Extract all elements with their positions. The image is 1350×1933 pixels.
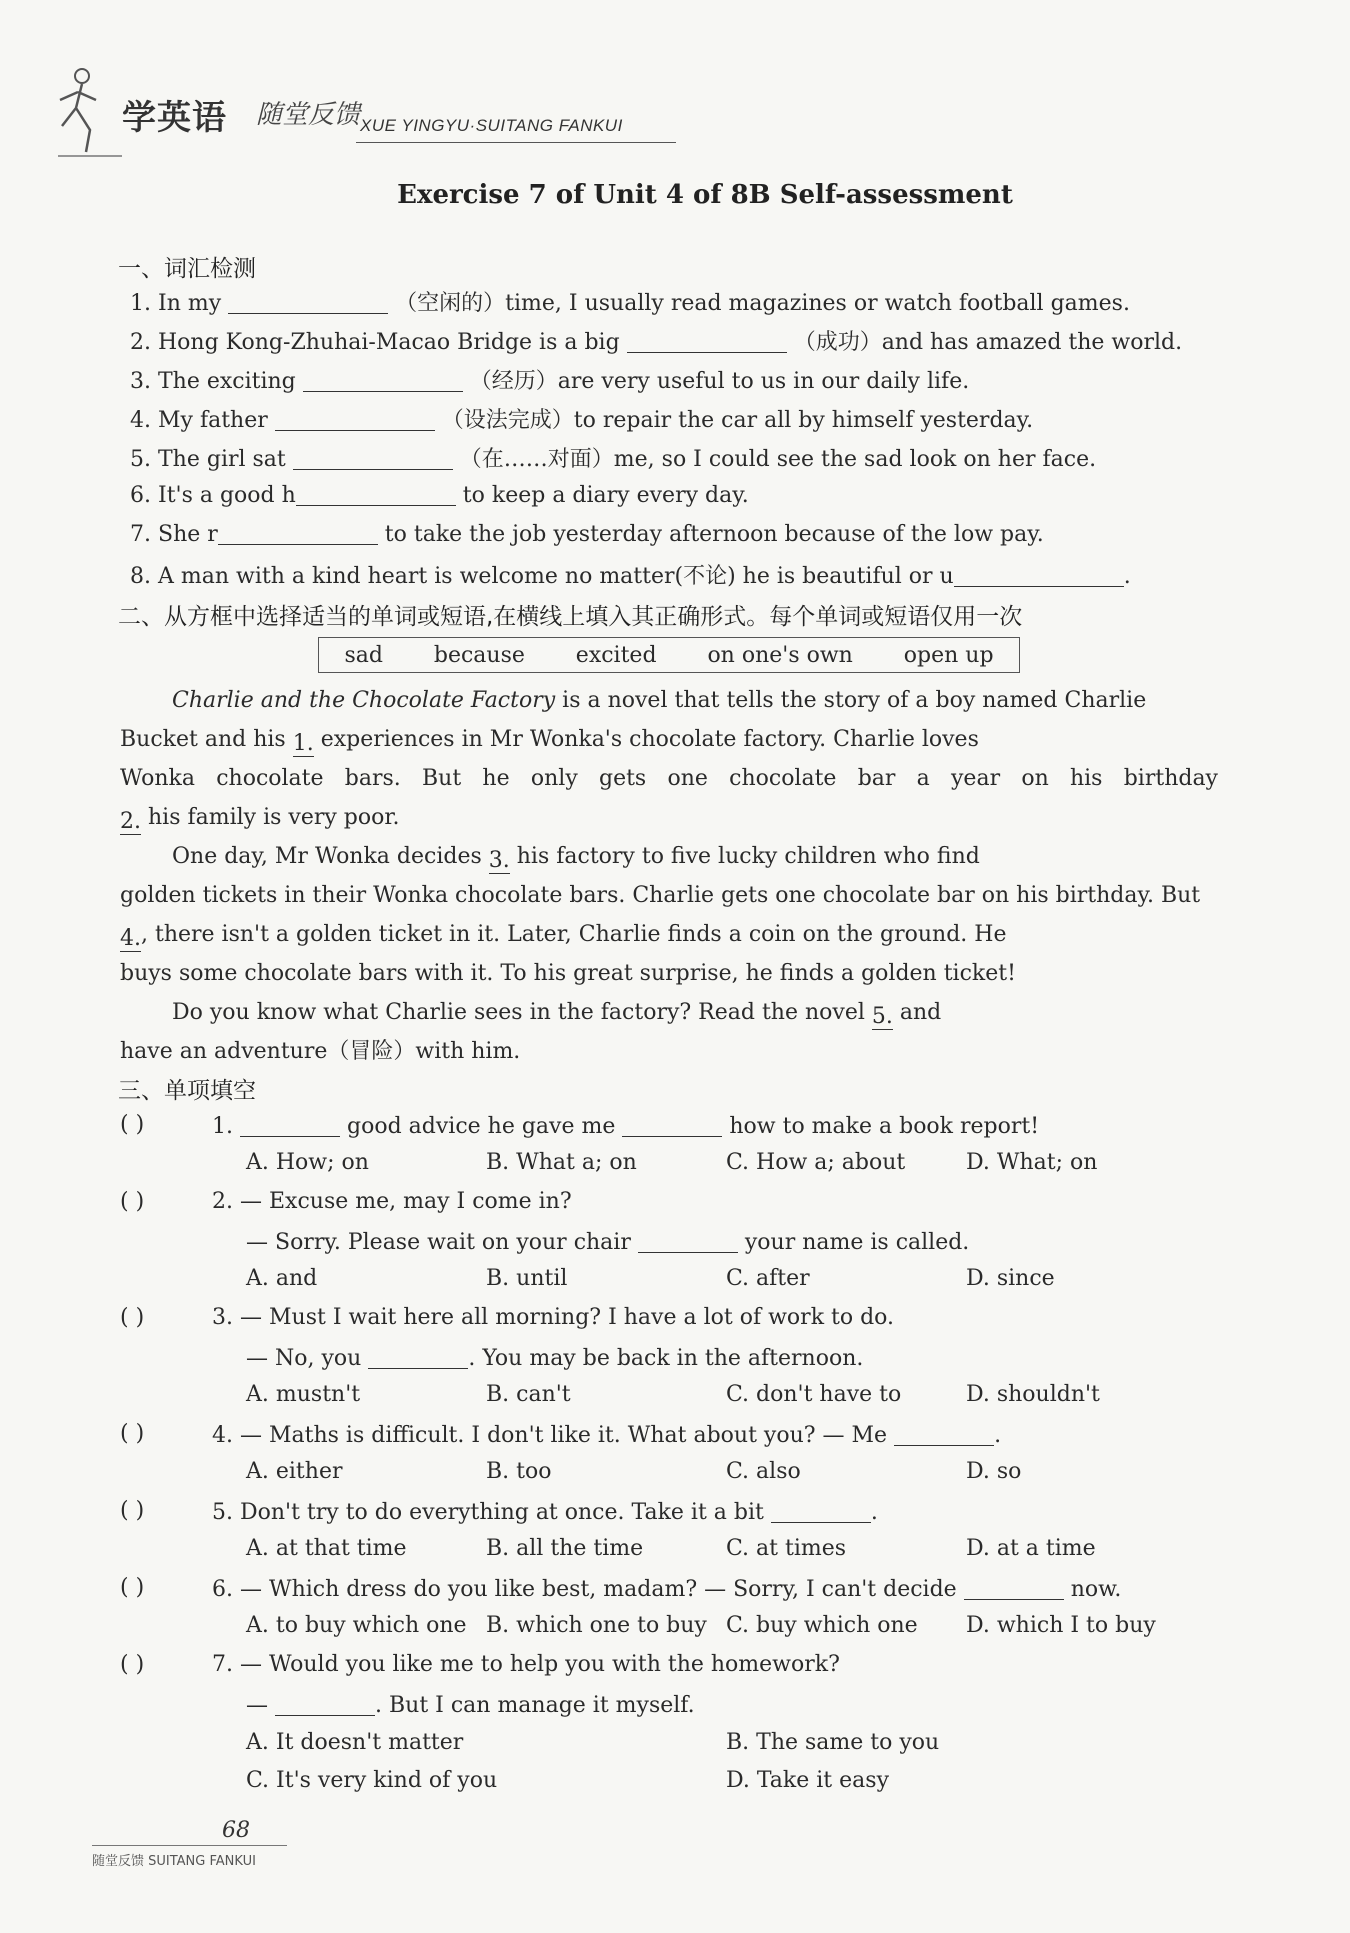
- passage-blank-4[interactable]: 4.: [120, 926, 141, 951]
- vocab-item-3: 3. The exciting （经历）are very useful to us in our daily life.: [130, 369, 970, 394]
- mc-question-1: 1. good advice he gave me how to make a book report!: [212, 1114, 1040, 1139]
- answer-paren[interactable]: ( ): [120, 1112, 145, 1137]
- word-option: excited: [575, 642, 657, 668]
- word-option: because: [433, 642, 525, 668]
- question-blank: [638, 1228, 738, 1253]
- answer-blank[interactable]: [275, 406, 435, 431]
- option-c[interactable]: C. don't have to: [726, 1382, 902, 1407]
- question-blank: [894, 1421, 994, 1446]
- answer-blank[interactable]: [303, 367, 463, 392]
- option-c[interactable]: C. also: [726, 1459, 801, 1484]
- answer-paren[interactable]: ( ): [120, 1498, 145, 1523]
- mc-question-7: 7. — Would you like me to help you with the homework?: [212, 1652, 840, 1677]
- option-d[interactable]: D. which I to buy: [966, 1613, 1156, 1638]
- passage-blank-1[interactable]: 1.: [292, 731, 314, 756]
- passage-line: One day, Mr Wonka decides 3. his factory to five lucky children who find: [172, 844, 980, 873]
- answer-paren[interactable]: ( ): [120, 1652, 145, 1677]
- answer-paren[interactable]: ( ): [120, 1305, 145, 1330]
- option-d[interactable]: D. shouldn't: [966, 1382, 1100, 1407]
- answer-paren[interactable]: ( ): [120, 1575, 145, 1600]
- option-a[interactable]: A. How; on: [246, 1150, 369, 1175]
- mc-question-3: 3. — Must I wait here all morning? I have a lot of work to do.: [212, 1305, 895, 1330]
- option-a[interactable]: A. mustn't: [246, 1382, 361, 1407]
- question-blank: [240, 1112, 340, 1137]
- passage-blank-2[interactable]: 2.: [120, 809, 141, 834]
- mc-question-6: 6. — Which dress do you like best, madam? — Sorry, I can't decide now.: [212, 1577, 1122, 1602]
- passage-line: golden tickets in their Wonka chocolate bars. Charlie gets one chocolate bar on his birthday. But: [120, 883, 1201, 908]
- passage-line: buys some chocolate bars with it. To his great surprise, he finds a golden ticket!: [120, 961, 1016, 986]
- option-c[interactable]: C. at times: [726, 1536, 847, 1561]
- question-blank: [771, 1498, 871, 1523]
- option-b[interactable]: B. can't: [486, 1382, 571, 1407]
- answer-blank[interactable]: [954, 562, 1124, 587]
- word-option: sad: [344, 642, 383, 668]
- word-option: on one's own: [707, 642, 853, 668]
- option-d[interactable]: D. What; on: [966, 1150, 1098, 1175]
- option-c[interactable]: C. How a; about: [726, 1150, 906, 1175]
- mc-question-7-reply: — . But I can manage it myself.: [246, 1693, 695, 1718]
- runner-logo-icon: [56, 60, 126, 160]
- answer-paren[interactable]: ( ): [120, 1421, 145, 1446]
- option-c[interactable]: C. after: [726, 1266, 810, 1291]
- option-b[interactable]: B. What a; on: [486, 1150, 637, 1175]
- mc-question-3-reply: — No, you . You may be back in the afternoon.: [246, 1346, 864, 1371]
- option-d[interactable]: D. so: [966, 1459, 1022, 1484]
- section3-heading: 三、单项填空: [118, 1078, 256, 1104]
- question-blank: [368, 1344, 468, 1369]
- vocab-item-5: 5. The girl sat （在……对面）me, so I could see the sad look on her face.: [130, 447, 1097, 472]
- answer-blank[interactable]: [218, 520, 378, 545]
- word-option: open up: [903, 642, 994, 668]
- page-title: Exercise 7 of Unit 4 of 8B Self-assessment: [397, 180, 1013, 210]
- passage-line: 2. his family is very poor.: [120, 805, 400, 834]
- option-b[interactable]: B. until: [486, 1266, 568, 1291]
- footer-logo: 随堂反馈 SUITANG FANKUI: [92, 1854, 256, 1869]
- mc-question-4: 4. — Maths is difficult. I don't like it. What about you? — Me .: [212, 1423, 1002, 1448]
- option-c[interactable]: C. It's very kind of you: [246, 1768, 498, 1793]
- passage-line: Bucket and his 1. experiences in Mr Wonka's chocolate factory. Charlie loves: [120, 727, 979, 756]
- section2-heading: 二、从方框中选择适当的单词或短语,在横线上填入其正确形式。每个单词或短语仅用一次: [118, 604, 1023, 630]
- passage-line: have an adventure（冒险）with him.: [120, 1039, 521, 1064]
- passage-blank-5[interactable]: 5.: [871, 1004, 893, 1029]
- vocab-item-7: 7. She r to take the job yesterday afternoon because of the low pay.: [130, 522, 1044, 547]
- answer-blank[interactable]: [228, 289, 388, 314]
- passage-line: Charlie and the Chocolate Factory is a novel that tells the story of a boy named Charlie: [172, 688, 1147, 713]
- option-b[interactable]: B. too: [486, 1459, 552, 1484]
- mc-question-2: 2. — Excuse me, may I come in?: [212, 1189, 572, 1214]
- answer-blank[interactable]: [296, 481, 456, 506]
- question-blank: [275, 1691, 375, 1716]
- passage-line: Do you know what Charlie sees in the factory? Read the novel 5. and: [172, 1000, 942, 1029]
- option-c[interactable]: C. buy which one: [726, 1613, 918, 1638]
- passage-line: Wonka chocolate bars. But he only gets one chocolate bar a year on his birthday: [120, 766, 1218, 791]
- vocab-item-8: 8. A man with a kind heart is welcome no matter(不论) he is beautiful or u .: [130, 564, 1131, 589]
- option-a[interactable]: A. either: [246, 1459, 343, 1484]
- mc-question-2-reply: — Sorry. Please wait on your chair your name is called.: [246, 1230, 970, 1255]
- section1-heading: 一、词汇检测: [118, 256, 256, 282]
- vocab-item-6: 6. It's a good h to keep a diary every day.: [130, 483, 749, 508]
- option-d[interactable]: D. since: [966, 1266, 1055, 1291]
- footer-divider: [92, 1845, 287, 1846]
- page-number: 68: [222, 1818, 250, 1843]
- option-b[interactable]: B. all the time: [486, 1536, 644, 1561]
- passage-blank-3[interactable]: 3.: [488, 848, 510, 873]
- vocab-item-1: 1. In my （空闲的）time, I usually read magazines or watch football games.: [130, 291, 1130, 316]
- option-a[interactable]: A. It doesn't matter: [246, 1730, 464, 1755]
- passage-line: 4., there isn't a golden ticket in it. Later, Charlie finds a coin on the ground. He: [120, 922, 1007, 951]
- option-b[interactable]: B. which one to buy: [486, 1613, 707, 1638]
- vocab-item-2: 2. Hong Kong-Zhuhai-Macao Bridge is a big （成功）and has amazed the world.: [130, 330, 1183, 355]
- brand-chinese: 学英语: [122, 98, 227, 138]
- mc-question-5: 5. Don't try to do everything at once. Take it a bit .: [212, 1500, 878, 1525]
- header-divider: [356, 142, 676, 143]
- brand-pinyin: XUE YINGYU·SUITANG FANKUI: [360, 116, 623, 135]
- answer-blank[interactable]: [293, 445, 453, 470]
- option-a[interactable]: A. and: [246, 1266, 318, 1291]
- answer-paren[interactable]: ( ): [120, 1189, 145, 1214]
- page-header: [56, 60, 676, 160]
- vocab-item-4: 4. My father （设法完成）to repair the car all by himself yesterday.: [130, 408, 1034, 433]
- passage: [120, 681, 1218, 1071]
- option-d[interactable]: D. at a time: [966, 1536, 1096, 1561]
- option-b[interactable]: B. The same to you: [726, 1730, 940, 1755]
- word-box: [318, 637, 1020, 673]
- option-a[interactable]: A. to buy which one: [246, 1613, 467, 1638]
- question-blank: [964, 1575, 1064, 1600]
- question-blank: [622, 1112, 722, 1137]
- answer-blank[interactable]: [627, 328, 787, 353]
- option-d[interactable]: D. Take it easy: [726, 1768, 889, 1793]
- brand-subtitle: 随堂反馈: [256, 100, 361, 130]
- option-a[interactable]: A. at that time: [246, 1536, 407, 1561]
